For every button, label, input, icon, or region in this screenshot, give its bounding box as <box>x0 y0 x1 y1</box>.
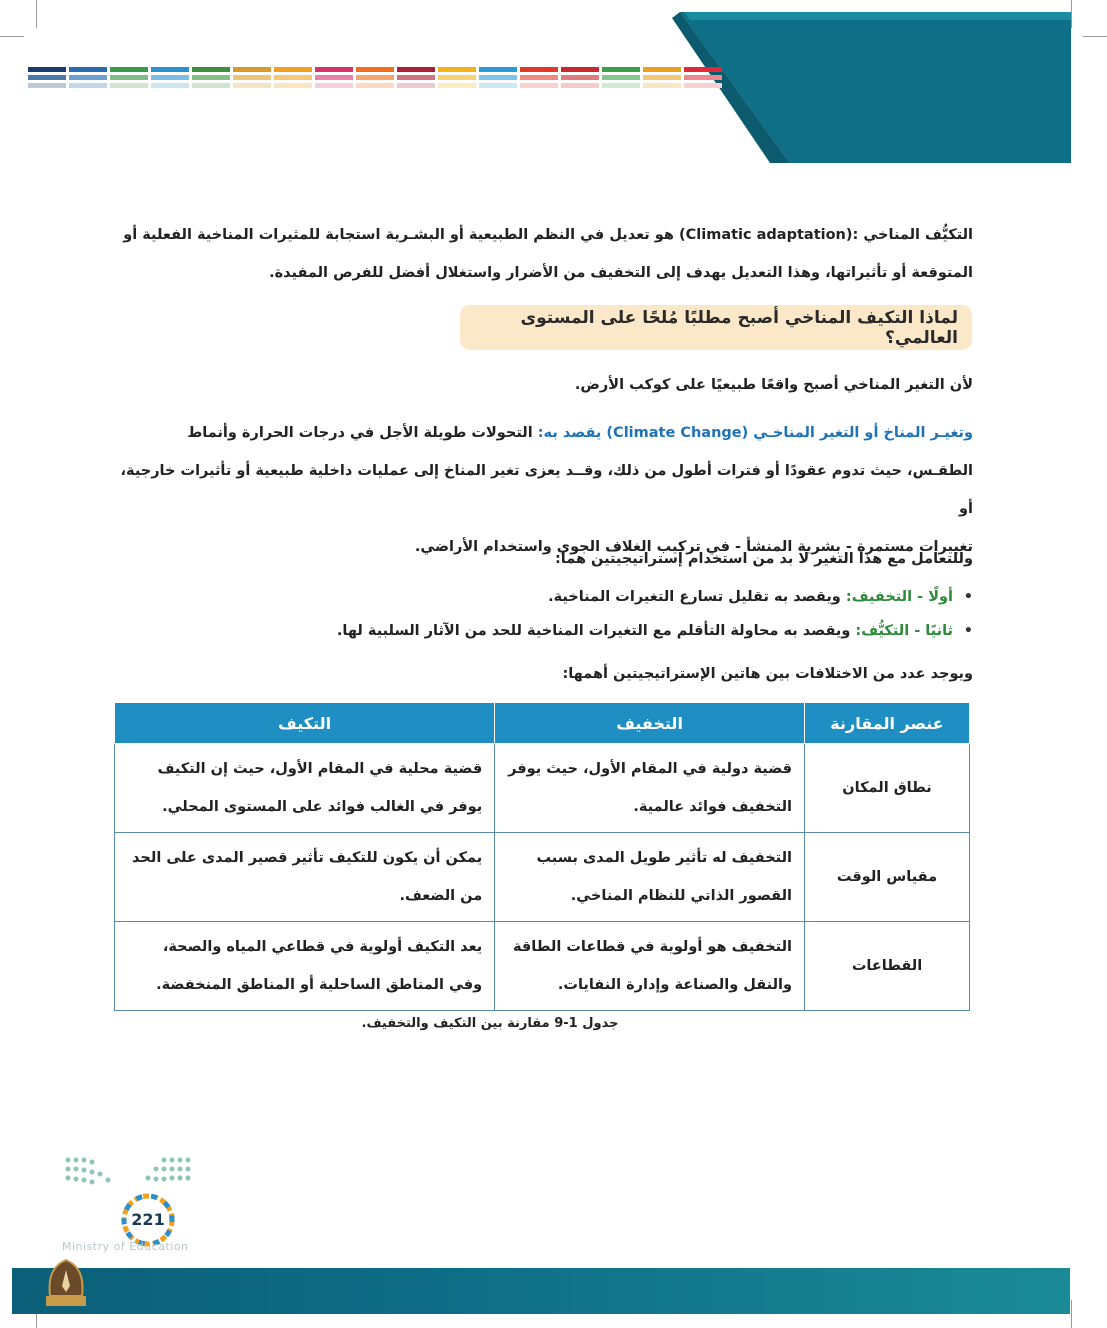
definition-term-en: (Climatic adaptation): <box>679 227 859 243</box>
strategies-intro: وللتعامل مع هذا التغير لا بد من استخدام إستراتيجيتين هما: <box>554 551 973 567</box>
table-cell-adaptation: يعد التكيف أولوية في قطاعي المياه والصحة، وفي المناطق الساحلية أو المناطق المنخفضة. <box>115 922 495 1011</box>
strategy-label: ثانيًا - التكيُّف: <box>855 623 953 639</box>
crop-mark <box>1071 1300 1072 1328</box>
table-cell-mitigation: قضية دولية في المقام الأول، حيث يوفر التخفيف فوائد عالمية. <box>495 744 805 833</box>
question-box <box>460 305 972 350</box>
differences-intro: ويوجد عدد من الاختلافات بين هاتين الإستراتيجيتين أهمها: <box>562 666 973 682</box>
definition-line2: المتوقعة أو تأثيراتها، وهذا التعديل يهدف إلى التخفيف من الأضرار واستغلال أفضل للفرص المفيدة. <box>269 265 973 281</box>
definition-term: التكيُّف المناخي <box>863 227 973 243</box>
strategy-label: أولًا - التخفيف: <box>845 589 953 605</box>
table-row <box>115 833 970 922</box>
color-stripes <box>28 67 728 95</box>
comparison-table <box>114 702 970 1011</box>
strategy-text: ويقصد به محاولة التأقلم مع التغيرات المناخية للحد من الآثار السلبية لها. <box>336 623 851 639</box>
table-cell-mitigation: التخفيف له تأثير طويل المدى بسبب القصور الذاتي للنظام المناخي. <box>495 833 805 922</box>
climate-change-line2: الطقـس، حيث تدوم عقودًا أو فترات أطول من ذلك، وقــد يعزى تغير المناخ إلى عمليات داخلية طبيعية أو تأثيرات خارجية، أو <box>120 463 973 517</box>
strategy-item <box>108 580 953 614</box>
answer-text: لأن التغير المناخي أصبح واقعًا طبيعيًا على كوكب الأرض. <box>574 377 973 393</box>
table-header-row <box>115 703 970 744</box>
table-cell-element: القطاعات <box>805 922 970 1011</box>
table-row <box>115 922 970 1011</box>
question-text: لماذا التكيف المناخي أصبح مطلبًا مُلحًا على المستوى العالمي؟ <box>520 307 958 348</box>
table-cell-adaptation: قضية محلية في المقام الأول، حيث إن التكيف يوفر في الغالب فوائد على المستوى المحلي. <box>115 744 495 833</box>
definition-text: هو تعديل في النظم الطبيعية أو البشـرية استجابة للمثيرات المناخية الفعلية أو <box>123 227 674 243</box>
strategies-list <box>108 580 973 648</box>
table-caption: جدول 1-9 مقارنة بين التكيف والتخفيف. <box>361 1016 619 1031</box>
table-row <box>115 744 970 833</box>
climate-change-text: التحولات طويلة الأجل في درجات الحرارة وأنماط <box>187 425 533 441</box>
table-header: عنصر المقارنة <box>805 703 970 744</box>
emblem-icon <box>40 1256 92 1314</box>
table-cell-adaptation: يمكن أن يكون للتكيف تأثير قصير المدى على الحد من الضعف. <box>115 833 495 922</box>
ministry-name-en: Ministry of Education <box>62 1240 189 1253</box>
strategy-text: ويقصد به تقليل تسارع التغيرات المناخية. <box>548 589 841 605</box>
table-cell-element: مقياس الوقت <box>805 833 970 922</box>
table-header: التخفيف <box>495 703 805 744</box>
strategies-section <box>108 540 973 648</box>
differences-intro-block <box>108 655 973 693</box>
answer-paragraph <box>108 366 973 404</box>
page-number: 221 <box>131 1210 165 1229</box>
table-cell-mitigation: التخفيف هو أولوية في قطاعات الطاقة والنقل والصناعة وإدارة النفايات. <box>495 922 805 1011</box>
table-header: التكيف <box>115 703 495 744</box>
climate-change-term: وتغيـر المناخ أو التغير المناخـي (Climate Change) يقصد به: <box>537 425 973 441</box>
definition-paragraph <box>108 216 973 292</box>
climate-change-line3: تغييرات مستمرة - بشرية المنشأ - في تركيب الغلاف الجوي واستخدام الأراضي. <box>414 539 973 555</box>
footer-bar <box>12 1268 1070 1314</box>
table-cell-element: نطاق المكان <box>805 744 970 833</box>
strategy-item <box>108 614 953 648</box>
